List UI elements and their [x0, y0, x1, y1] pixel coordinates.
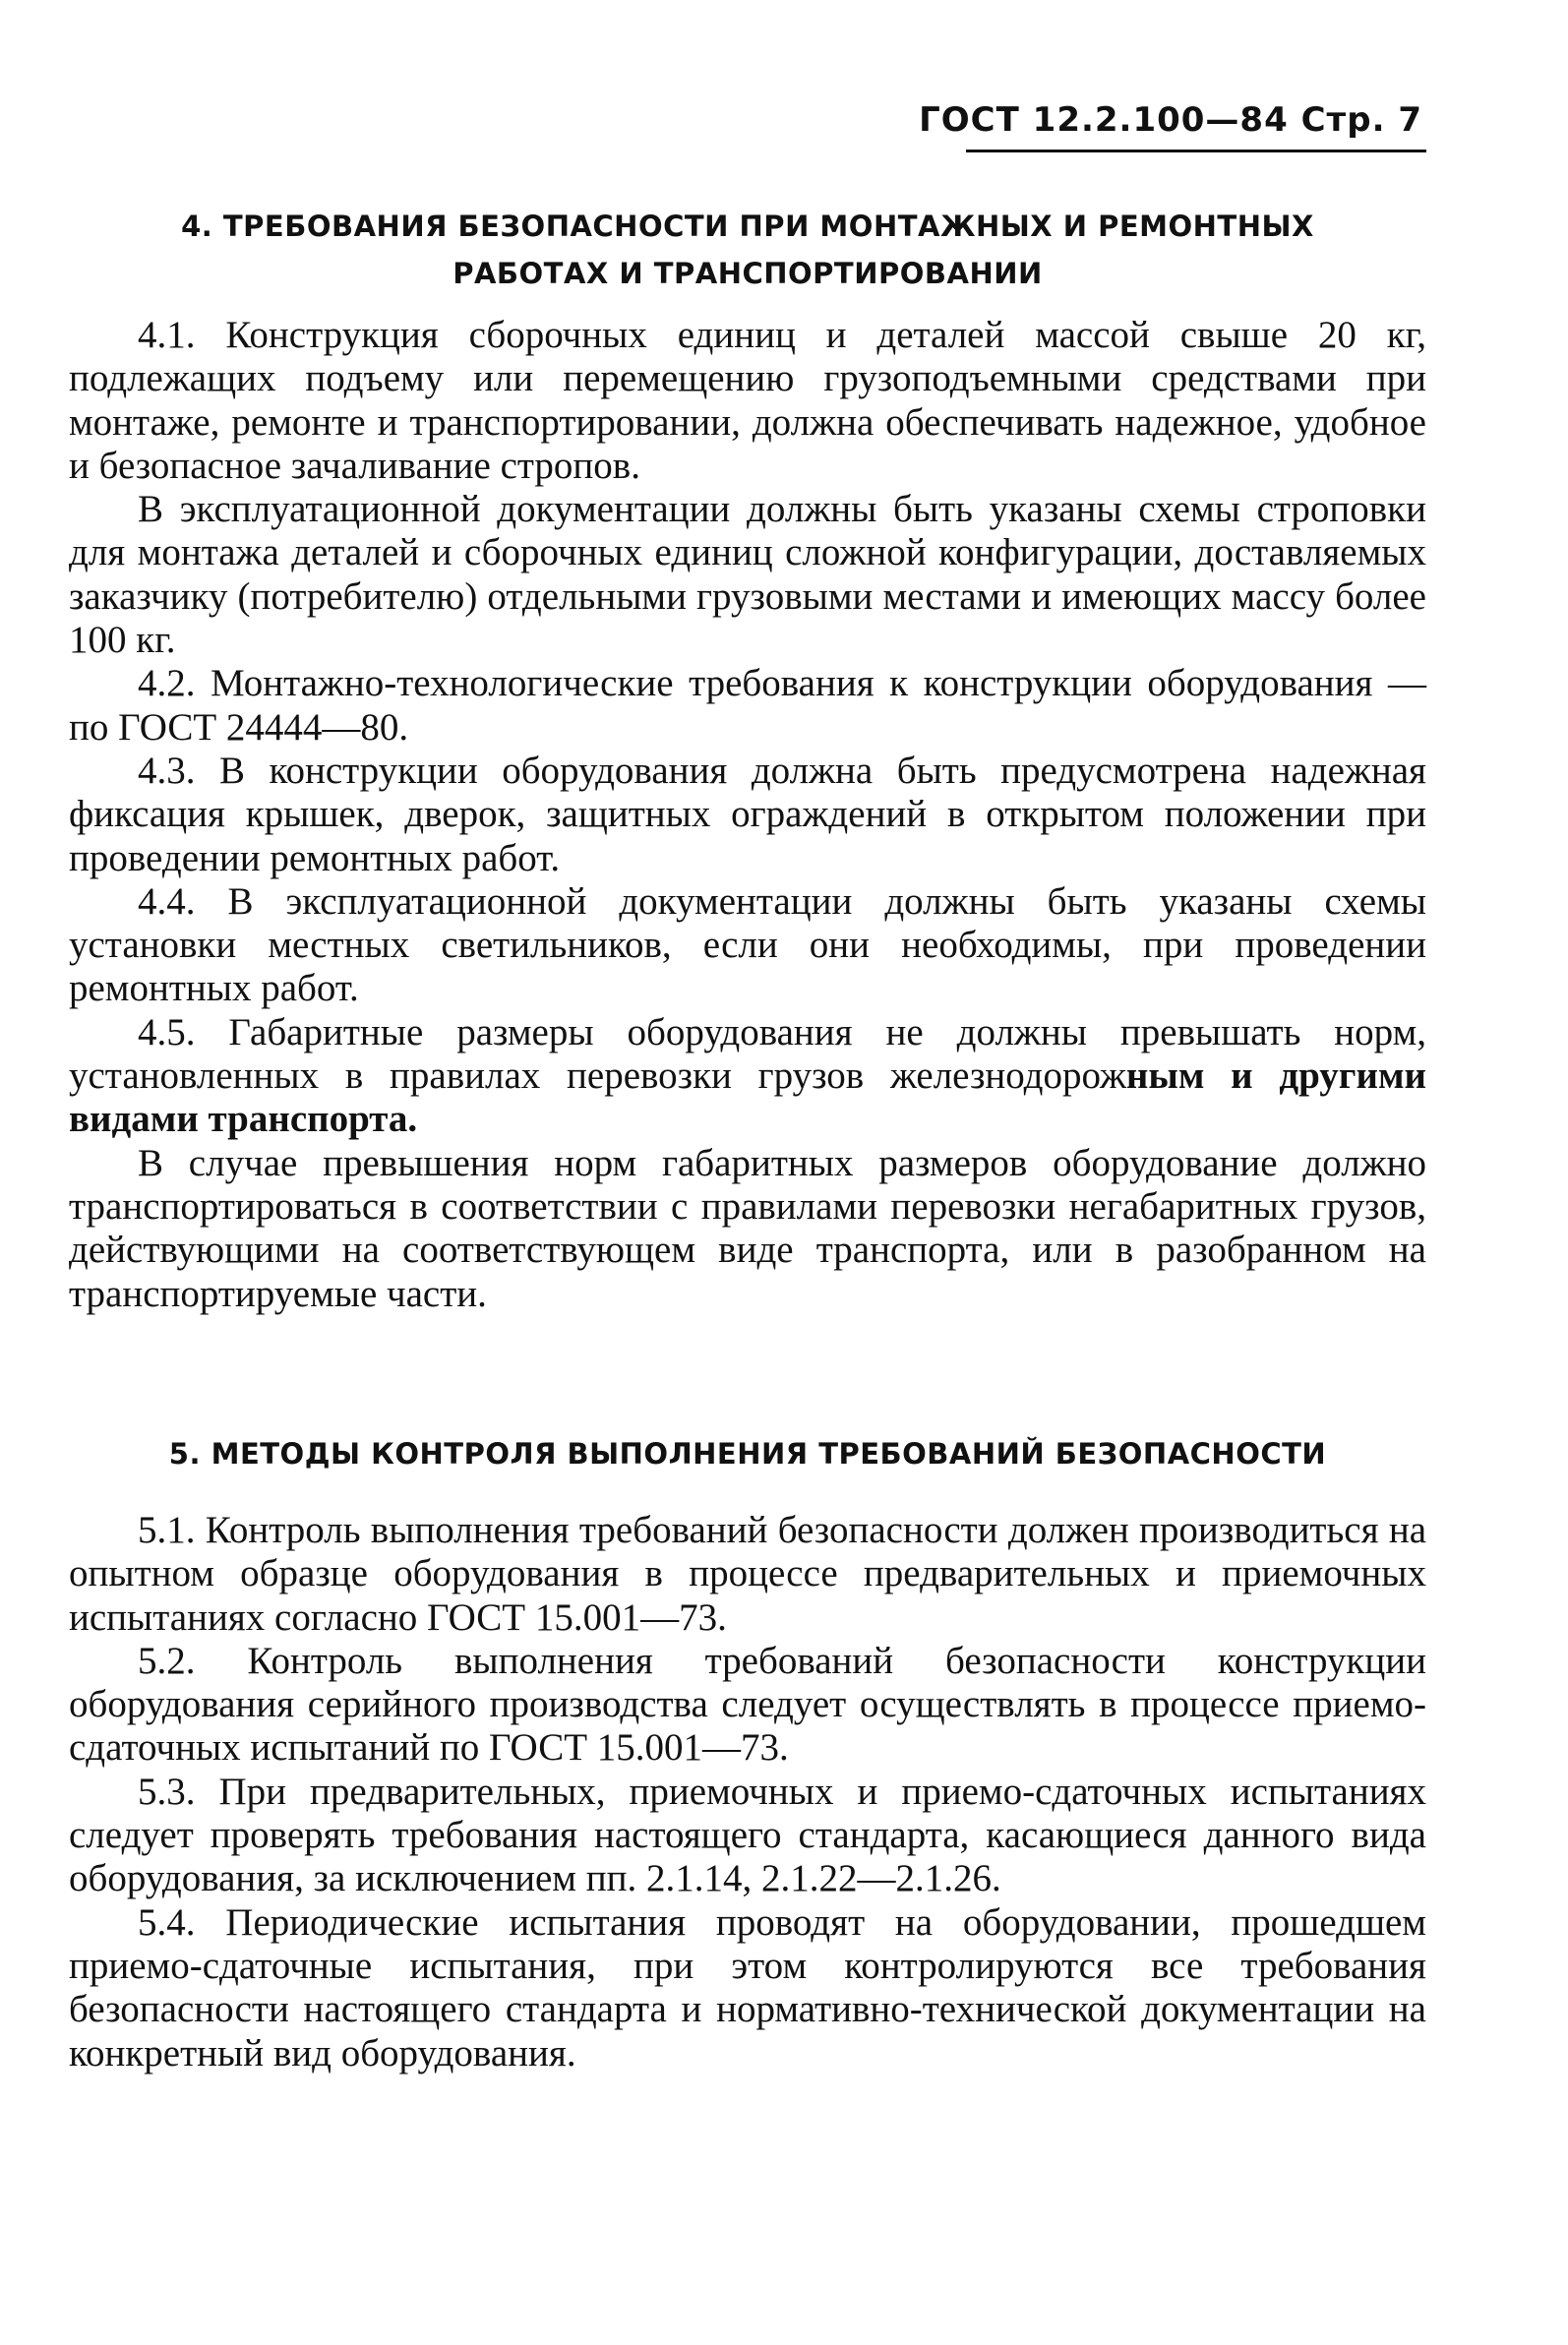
- standard-number: ГОСТ 12.2.100—84: [919, 100, 1289, 140]
- paragraph-4-5-bold-text: ным и другими видами транспорта.: [69, 1054, 1426, 1141]
- paragraph-4-5-text: 4.5. Габаритные размеры оборудования не должны превышать норм, установленных в правилах перевозки грузов железнодорож: [69, 1010, 1426, 1098]
- paragraph-4-2: 4.2. Монтажно-технологические требования к конструкции оборудования — по ГОСТ 24444—80.: [69, 662, 1426, 749]
- section-5-title: 5. МЕТОДЫ КОНТРОЛЯ ВЫПОЛНЕНИЯ ТРЕБОВАНИЙ БЕЗОПАСНОСТИ: [168, 1437, 1327, 1471]
- section-5-body: [69, 1509, 1426, 2075]
- section-4-body: [69, 314, 1426, 1316]
- paragraph-4-3: 4.3. В конструкции оборудования должна быть предусмотрена надежная фиксация крышек, дверок, защитных ограждений в открытом положении при проведении ремонтных работ.: [69, 749, 1426, 879]
- section-4-title-line-2: РАБОТАХ И ТРАНСПОРТИРОВАНИИ: [452, 257, 1043, 290]
- paragraph-5-3: 5.3. При предварительных, приемочных и приемо-сдаточных испытаниях следует проверять требования настоящего стандарта, касающиеся данного вида оборудования, за исключением пп. 2.1.14, 2.1.22—2.1.26.: [69, 1770, 1426, 1900]
- paragraph-5-2: 5.2. Контроль выполнения требований безопасности конструкции оборудования серийного производства следует осуществлять в процессе приемо-сдаточных испытаний по ГОСТ 15.001—73.: [69, 1639, 1426, 1770]
- paragraph-5-4: 5.4. Периодические испытания проводят на оборудовании, прошедшем приемо-сдаточные испытания, при этом контролируются все требования безопасности настоящего стандарта и нормативно-технической документации на конкретный вид оборудования.: [69, 1900, 1426, 2074]
- paragraph-4-1-note: В эксплуатационной документации должны быть указаны схемы строповки для монтажа деталей и сборочных единиц сложной конфигурации, доставляемых заказчику (потребителю) отдельными грузовыми местами и имеющих массу более 100 кг.: [69, 488, 1426, 662]
- section-4-title: [69, 203, 1426, 297]
- paragraph-4-5-note: В случае превышения норм габаритных размеров оборудование должно транспортироваться в соответствии с правилами перевозки негабаритных грузов, действующими на соответствующем виде транспорта, или в разобранном на транспортируемые части.: [69, 1141, 1426, 1315]
- paragraph-4-4: 4.4. В эксплуатационной документации должны быть указаны схемы установки местных светильников, если они необходимы, при проведении ремонтных работ.: [69, 879, 1426, 1010]
- section-4-title-line-1: 4. ТРЕБОВАНИЯ БЕЗОПАСНОСТИ ПРИ МОНТАЖНЫХ И РЕМОНТНЫХ: [181, 210, 1314, 243]
- page-label: Стр. 7: [1300, 100, 1422, 140]
- header-rule: [966, 150, 1426, 152]
- paragraph-4-5: [69, 1011, 1426, 1142]
- paragraph-5-1: 5.1. Контроль выполнения требований безопасности должен производиться на опытном образце оборудования в процессе предварительных и приемочных испытаниях согласно ГОСТ 15.001—73.: [69, 1509, 1426, 1639]
- paragraph-4-1: 4.1. Конструкция сборочных единиц и деталей массой свыше 20 кг, подлежащих подъему или перемещению грузоподъемными средствами при монтаже, ремонте и транспортировании, должна обеспечивать надежное, удобное и безопасное зачаливание стропов.: [69, 314, 1426, 487]
- running-header: [919, 100, 1422, 140]
